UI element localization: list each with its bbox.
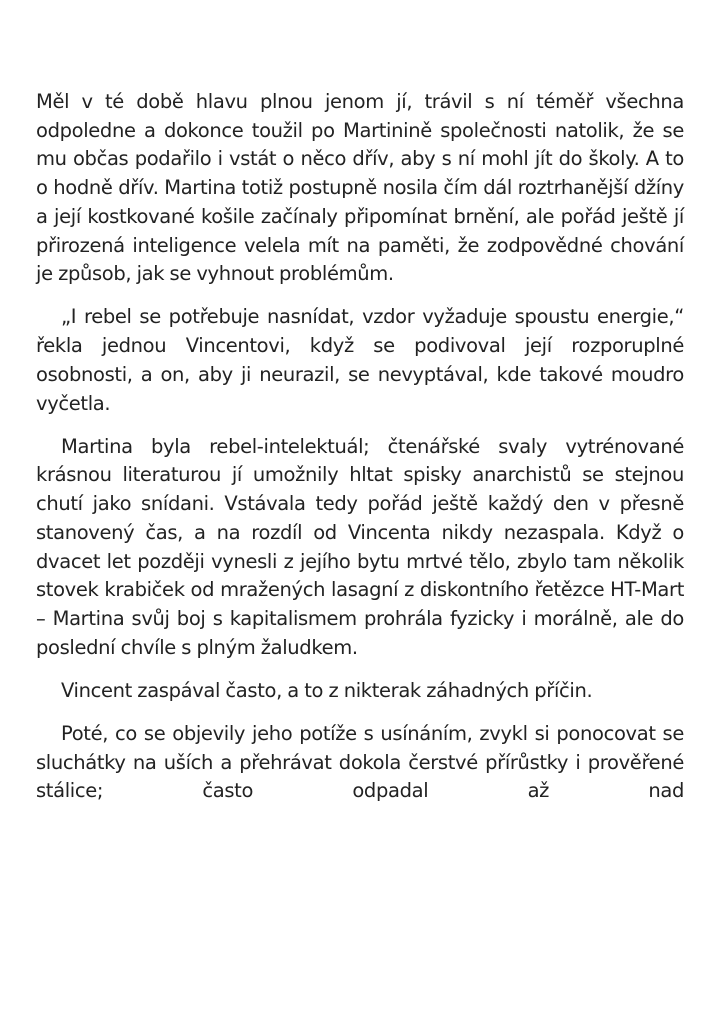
- paragraph-1: Měl v té době hlavu plnou jenom jí, trávil s ní téměř všechna odpoledne a dokonce toužil po Martinině společnosti natolik, že se mu občas podařilo i vstát o něco dřív, aby s ní mohl jít do školy. A to o hodně dřív. Martina totiž postupně nosila čím dál roztrhanější džíny a její kostkované košile začínaly připomínat brnění, ale pořád ještě jí přirozená inteligence velela mít na paměti, že zodpovědné chování je způsob, jak se vyhnout problémům.: [36, 90, 684, 286]
- paragraph-2: „I rebel se potřebuje nasnídat, vzdor vyžaduje spoustu energie,“ řekla jednou Vincentovi, když se podivoval její rozporuplné osobnosti, a on, aby ji neurazil, se nevyptával, kde takové moudro vyčetla.: [36, 305, 684, 415]
- paragraph-5: Poté, co se objevily jeho potíže s usínáním, zvykl si ponocovat se sluchátky na uších a přehrávat dokola čerstvé přírůstky i prověřené stálice; často odpadal až nad: [36, 722, 684, 803]
- paragraph-4: Vincent zaspával často, a to z nikterak záhadných příčin.: [61, 678, 593, 702]
- paragraph-3: Martina byla rebel-intelektuál; čtenářské svaly vytrénované krásnou literaturou jí umožnily hltat spisky anarchistů se stejnou chutí jako snídani. Vstávala tedy pořád ještě každý den v přesně stanovený čas, a na rozdíl od Vincenta nikdy nezaspala. Když o dvacet let později vynesli z jejího bytu mrtvé tělo, zbylo tam několik stovek krabiček od mražených lasagní z diskontního řetězce HT-Mart – Martina svůj boj s kapitalismem prohrála fyzicky i morálně, ale do poslední chvíle s plným žaludkem.: [36, 434, 684, 659]
- document-page: [36, 88, 684, 821]
